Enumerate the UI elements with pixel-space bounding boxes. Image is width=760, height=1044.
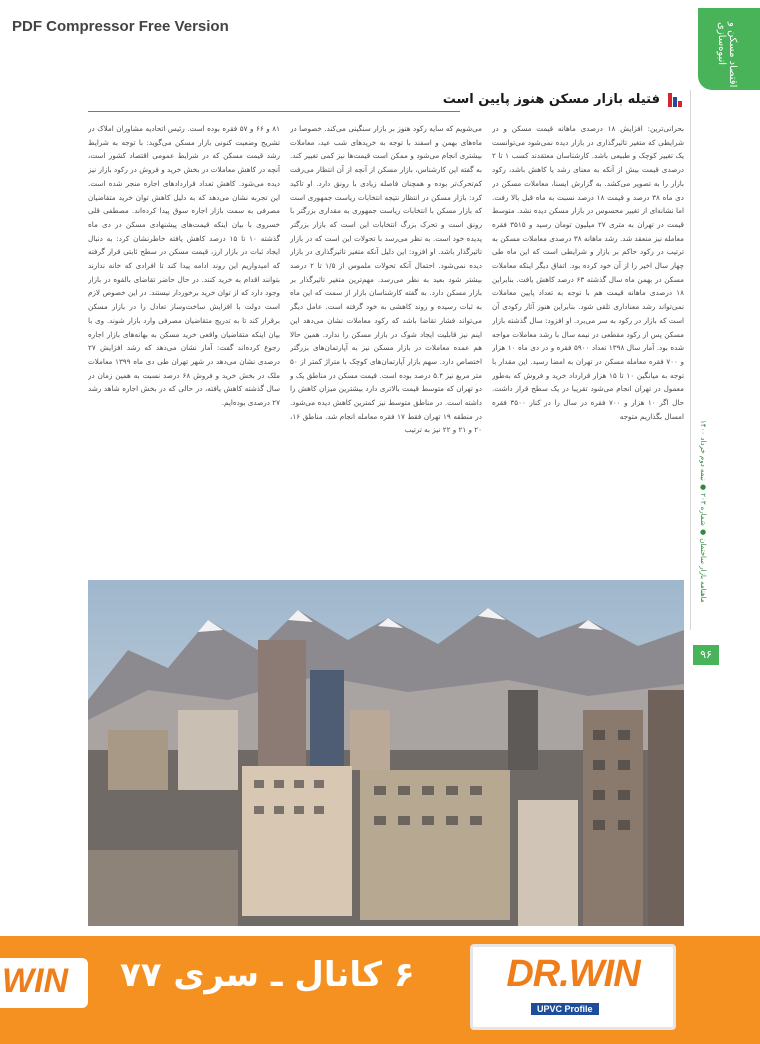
brand-logo-left <box>0 958 88 1008</box>
article-column-middle <box>290 122 482 562</box>
article-headline: فتیله بازار مسکن هنوز پایین است <box>442 92 660 107</box>
section-tab-label: اقتصاد مسکن و انبوه‌سازی <box>716 22 738 88</box>
side-divider <box>690 90 691 630</box>
page-number: ۹۶ <box>693 645 719 665</box>
brand-logo <box>470 944 676 1030</box>
article-body <box>88 122 684 562</box>
brand-left-text: WIN <box>2 962 69 1000</box>
column-text: ۸۱ و ۶۶ و ۵۷ فقره بوده است. رئیس اتحادیه مشاوران املاک در تشریح وضعیت کنونی بازار مسکن می‌گوید: با توجه به شرایط رشد قیمت مسکن که در شرایط عمومی اقتصاد کشور است، آنچه در کاهش معاملات در بخش خرید و فروش در رکود بازار نیز دیده می‌شود. کاهش تعداد قراردادهای اجاره منجر شده است. این تجربه نشان می‌دهد که به دلیل کاهش توان خرید متقاضیان مصرفی به سمت بازار اجاره سوق پیدا کرده‌اند. مصطفی قلی خسروی با بیان اینکه قیمت‌های پیشنهادی مسکن در دی ماه گذشته ۱۰ تا ۱۵ درصد کاهش یافته خاطرنشان کرد: به دنبال ایجاد ثبات در بازار ارز، قیمت مسکن در سطح ثابتی قرار گرفته که امیدواریم این روند ادامه پیدا کند تا افرادی که خانه ندارند بتوانند اقدام به خرید کنند. در حال حاضر تقاضای بالقوه در بازار وجود دارد که از توان خرید برخوردار نیستند. در این خصوص لازم است دولت با افزایش ساخت‌وساز تعادل را در بازار مسکن برقرار کند تا به تدریج متقاضیان مصرفی وارد بازار شوند. وی با بیان اینکه متقاضیان واقعی خرید مسکن به بهانه‌های بازار اجاره رجوع کرده‌اند گفت: آمار نشان می‌دهد که رشد افزایش ۲۷ درصدی نشان می‌دهد در شهر تهران طی دی ماه ۱۳۹۹ معاملات ملک در بخش خرید و فروش ۶۸ درصد نسبت به همین زمان در سال گذشته کاهش یافته، در حالی که در بخش اجاره شاهد رشد ۲۷ درصدی بوده‌ایم. <box>88 124 280 408</box>
brand-name: DR.WIN <box>506 953 640 995</box>
brand-subtitle: UPVC Profile <box>531 1003 599 1015</box>
watermark: PDF Compressor Free Version <box>12 18 229 35</box>
side-caption: ماهنامه بازار ساختمان ● شماره ۲۰۳ ● نیمه دوم خرداد ۱۴۰۰ <box>699 420 707 603</box>
bar-chart-icon <box>666 93 682 107</box>
column-text: می‌شویم که سایه رکود هنوز بر بازار سنگینی می‌کند. خصوصا در ماه‌های بهمن و اسفند با توجه به خریدهای شب عید، معاملات بیشتری انجام می‌شود و ممکن است قیمت‌ها نیز کمی تغییر کند. به گفته این کارشناس، بازار مسکن از آنچه از آن انتظار می‌رفت کم‌تحرک‌تر بوده و همچنان فاصله زیادی با رونق دارد. او تاکید کرد: بازار مسکن در انتظار نتیجه انتخابات ریاست جمهوری است که بازار مسکن با انتخابات ریاست جمهوری به مقداری بزرگتر با رونق است و تحرک بزرگ انتخابات این است که بازار بزرگتر پدیده خود است. به نظر می‌رسد با تحولات این است که در بازار تاثیرگذار باشد. او افزود: این دلیل آنکه متغیر تاثیرگذاری در بازار دیده نمی‌شود. احتمال آنکه تحولات ملموس از ۱/۵ تا ۲ درصد بیشتر شود بعید به نظر می‌رسد. مهم‌ترین متغیر تاثیرگذار بر بازار مسکن دارد. به گفته کارشناسان بازار از سمت که این ماه به ثبات رسیده و روند کاهشی به خود گرفته است. عامل دیگر می‌تواند فشار تقاضا باشد که رکود معاملات نشان می‌دهد این اینم نیز قابلیت ایجاد شوک در بازار مسکن را ندارد. همین حالا هم عمده معاملات در بازار مسکن نیز به آپارتمان‌های بزرگتر اختصاص دارد. سهم بازار آپارتمان‌های کوچک با متراژ کمتر از ۵۰ متر مربع نیز ۵.۴ درصد بوده است. قیمت مسکن در مناطق یک و دو تهران که متوسط قیمت بالاتری دارد بیشترین میزان کاهش را داشته است. در مناطق متوسط نیز کمترین کاهش دیده می‌شود. در منطقه ۱۹ تهران فقط ۱۷ فقره معامله انجام شد. مناطق ۱۶، ۲۰ و ۲۱ و ۲۲ نیز به ترتیب <box>290 124 482 435</box>
ad-slogan: ۶ کانال ـ سری ۷۷ <box>120 955 415 995</box>
city-skyline-photo <box>88 580 684 926</box>
article-column-right <box>492 122 684 562</box>
article-column-left <box>88 122 280 562</box>
section-tab <box>698 8 760 90</box>
headline-rule <box>88 111 460 112</box>
headline-row <box>443 92 682 107</box>
column-text: بحرانی‌ترین: افزایش ۱۸ درصدی ماهانه قیمت مسکن و در شرایطی که متغیر تاثیرگذاری در بازار دیده نمی‌شود می‌توانست یک تغییر کوچک و طبیعی باشد. کارشناسان معتقدند کسب ۱ تا ۲ درصدی قیمت بیش از آنکه به معنای رشد یا کاهش باشد، رکود بازار را به تصویر می‌کشد. به گزارش ایسنا، معاملات مسکن در دی ماه ۳۸ درصد و قیمت ۱۸ درصد نسبت به ماه قبل بالا رفت. اما نشانه‌ای از تغییر محسوس در بازار مسکن دیده نشد. متوسط قیمت در تهران به متری ۲۷ میلیون تومان رسید و ۳۵۱۵ فقره معامله نیز منعقد شد. رشد ماهانه ۳۸ درصدی معاملات مسکن به ترتیب در رکود حاکم بر بازار و شرایطی است که این ماه طی چهار سال اخیر را از آن خود کرده بود. اتفاق دیگر اینکه معاملات مسکن در بهمن ماه سال گذشته ۶۳ درصد کاهش یافت. بنابراین ۱۸ درصدی ماهانه قیمت هم با توجه به تعداد پایین معاملات نمی‌تواند رشد معناداری تلقی شود. بنابراین هنوز آثار رکودی آن است که بازار در رکود به سر می‌برد. او افزود: سال گذشته بازار مسکن پس از رکود مقطعی در نیمه سال با رشد معاملات مواجه شده بود. آمار سال ۱۳۹۸ تعداد ۵۹۰۰ فقره و در دی ماه ۱۰ هزار و ۷۰۰ فقره معامله مسکن در تهران به امضا رسید. این مقدار با توجه به میانگین ۱۰ تا ۱۵ هزار قرارداد خرید و فروش که به‌طور معمول در تهران انجام می‌شود تقریبا در یک سطح قرار داشت. حال اگر ۱۰ هزار و ۷۰۰ فقره در سال را در کنار ۳۵۰۰ فقره امسال بگذاریم متوجه <box>492 124 684 421</box>
